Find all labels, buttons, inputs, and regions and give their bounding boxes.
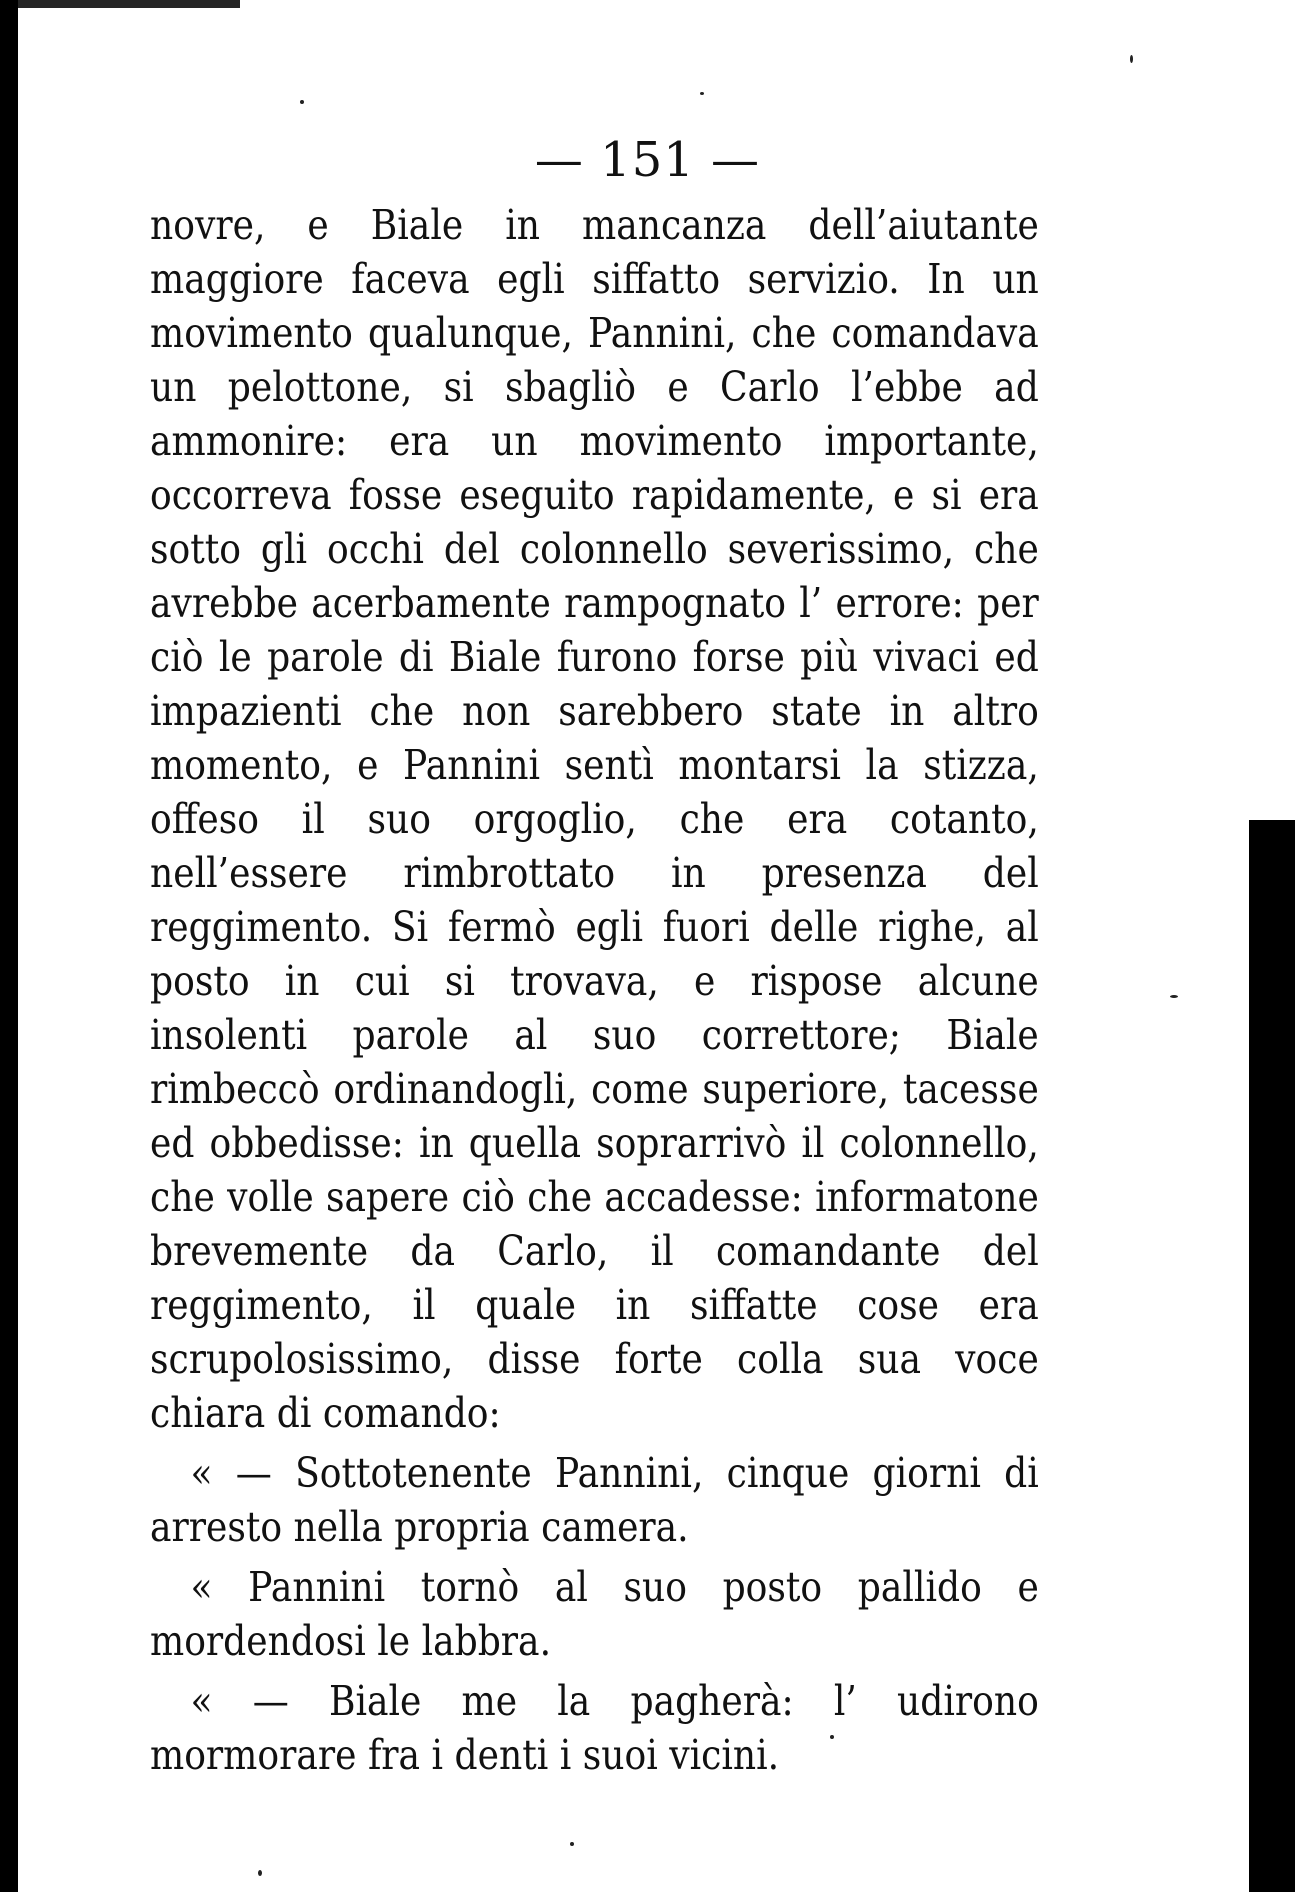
scan-border-left: [0, 0, 18, 1892]
body-text: [150, 198, 1039, 1788]
paragraph-dialogue-threat: « — Biale me la pagherà: l’ udirono mormorare fra i denti i suoi vicini.: [150, 1677, 1039, 1779]
page-number: — 151 —: [534, 132, 761, 188]
scan-speck: [258, 1870, 262, 1876]
paragraph-dialogue-arrest: « — Sottotenente Pannini, cinque giorni di arresto nella propria camera.: [150, 1449, 1039, 1551]
scan-speck: [1130, 55, 1133, 63]
scan-speck: [700, 92, 704, 95]
scan-speck: [300, 100, 304, 104]
scan-speck: [830, 1735, 834, 1739]
paragraph-narration: novre, e Biale in mancanza dell’aiutante maggiore faceva egli siffatto servizio. In un movimento qualunque, Pannini, che comandava un pelottone, si sbagliò e Carlo l’ebbe ad ammonire: era un movimento importante, occorreva fosse eseguito rapidamente, e si era sotto gli occhi del colonnello severissimo, che avrebbe acerbamente rampognato l’ errore: per ciò le parole di Biale furono forse più vivaci ed impazienti che non sarebbero state in altro momento, e Pannini sentì montarsi la stizza, offeso il suo orgoglio, che era cotanto, nell’essere rimbrottato in presenza del reggimento. Si fermò egli fuori delle righe, al posto in cui si trovava, e rispose alcune insolenti parole al suo correttore; Biale rimbeccò ordinandogli, come superiore, tacesse ed obbedisse: in quella soprarrivò il colonnello, che volle sapere ciò che accadesse: informatone brevemente da Carlo, il comandante del reggimento, il quale in siffatte cose era scrupolosissimo, disse forte colla sua voce chiara di comando:: [150, 201, 1039, 1437]
scan-border-right: [1249, 820, 1295, 1892]
scan-border-top: [0, 0, 1295, 8]
scan-speck: [570, 1842, 574, 1846]
paragraph-pannini-reaction: « Pannini tornò al suo posto pallido e mordendosi le labbra.: [150, 1563, 1039, 1665]
scan-speck: [1170, 995, 1178, 998]
